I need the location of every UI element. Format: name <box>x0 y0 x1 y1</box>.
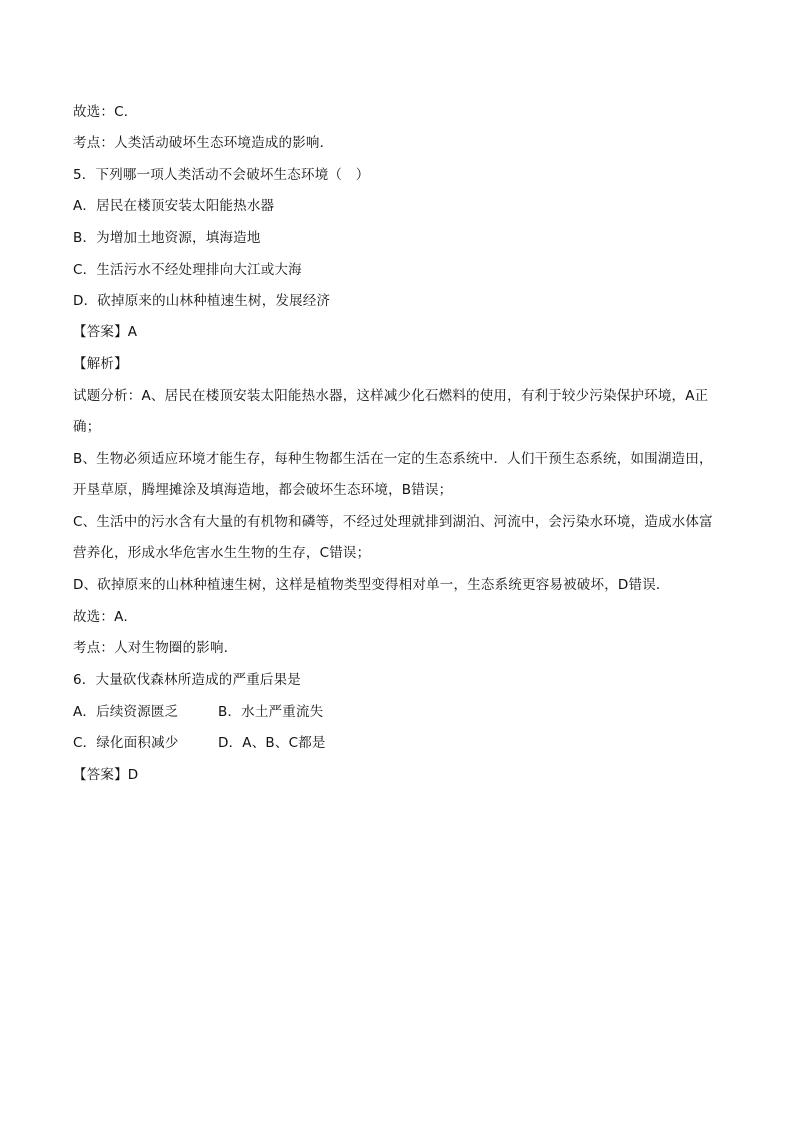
q5-analysis-line: C、生活中的污水含有大量的有机物和磷等，不经过处理就排到湖泊、河流中，会污染水环境，造成水体富 <box>73 514 713 530</box>
q4-topic: 考点：人类活动破坏生态环境造成的影响． <box>73 135 334 151</box>
q5-analysis-line: 开垦草原，腾埋摊涂及填海造地，都会破坏生态环境，B错误； <box>73 482 453 498</box>
q6-option-b: B．水土严重流失 <box>218 704 324 720</box>
q6-option-d: D．A、B、C都是 <box>218 735 326 751</box>
q6-option-a: A．后续资源匮乏 <box>73 704 179 720</box>
q5-option-a: A．居民在楼顶安装太阳能热水器 <box>73 198 275 214</box>
q5-stem: 5．下列哪一项人类活动不会破坏生态环境（ ） <box>73 167 370 183</box>
q5-analysis-line: 营养化，形成水华危害水生生物的生存，C错误； <box>73 545 371 561</box>
q5-option-d: D．砍掉原来的山林种植速生树，发展经济 <box>73 293 331 309</box>
q6-answer: 【答案】D <box>73 767 139 783</box>
q5-option-c: C．生活污水不经处理排向大江或大海 <box>73 262 302 278</box>
q5-analysis-line: 试题分析：A、居民在楼顶安装太阳能热水器，这样减少化石燃料的使用，有利于较少污染保护环境，A正 <box>73 388 709 404</box>
q5-analysis-line: B、生物必须适应环境才能生存，每种生物都生活在一定的生态系统中．人们干预生态系统，如围湖造田， <box>73 451 713 467</box>
q5-option-b: B．为增加土地资源，填海造地 <box>73 230 261 246</box>
q6-options-row-2 <box>73 734 373 752</box>
q5-analysis-line: D、砍掉原来的山林种植速生树，这样是植物类型变得相对单一，生态系统更容易被破坏，D错误． <box>73 577 670 593</box>
q4-answer-choice: 故选：C． <box>73 104 138 120</box>
q5-analysis-line: 确； <box>73 419 101 435</box>
q5-topic: 考点：人对生物圈的影响． <box>73 640 238 656</box>
q6-options-row-1 <box>73 703 373 721</box>
q6-stem: 6．大量砍伐森林所造成的严重后果是 <box>73 672 301 688</box>
q5-choice: 故选：A． <box>73 609 138 625</box>
q5-analysis-heading: 【解析】 <box>73 356 128 372</box>
q5-answer: 【答案】A <box>73 324 138 340</box>
q6-option-c: C．绿化面积减少 <box>73 735 179 751</box>
